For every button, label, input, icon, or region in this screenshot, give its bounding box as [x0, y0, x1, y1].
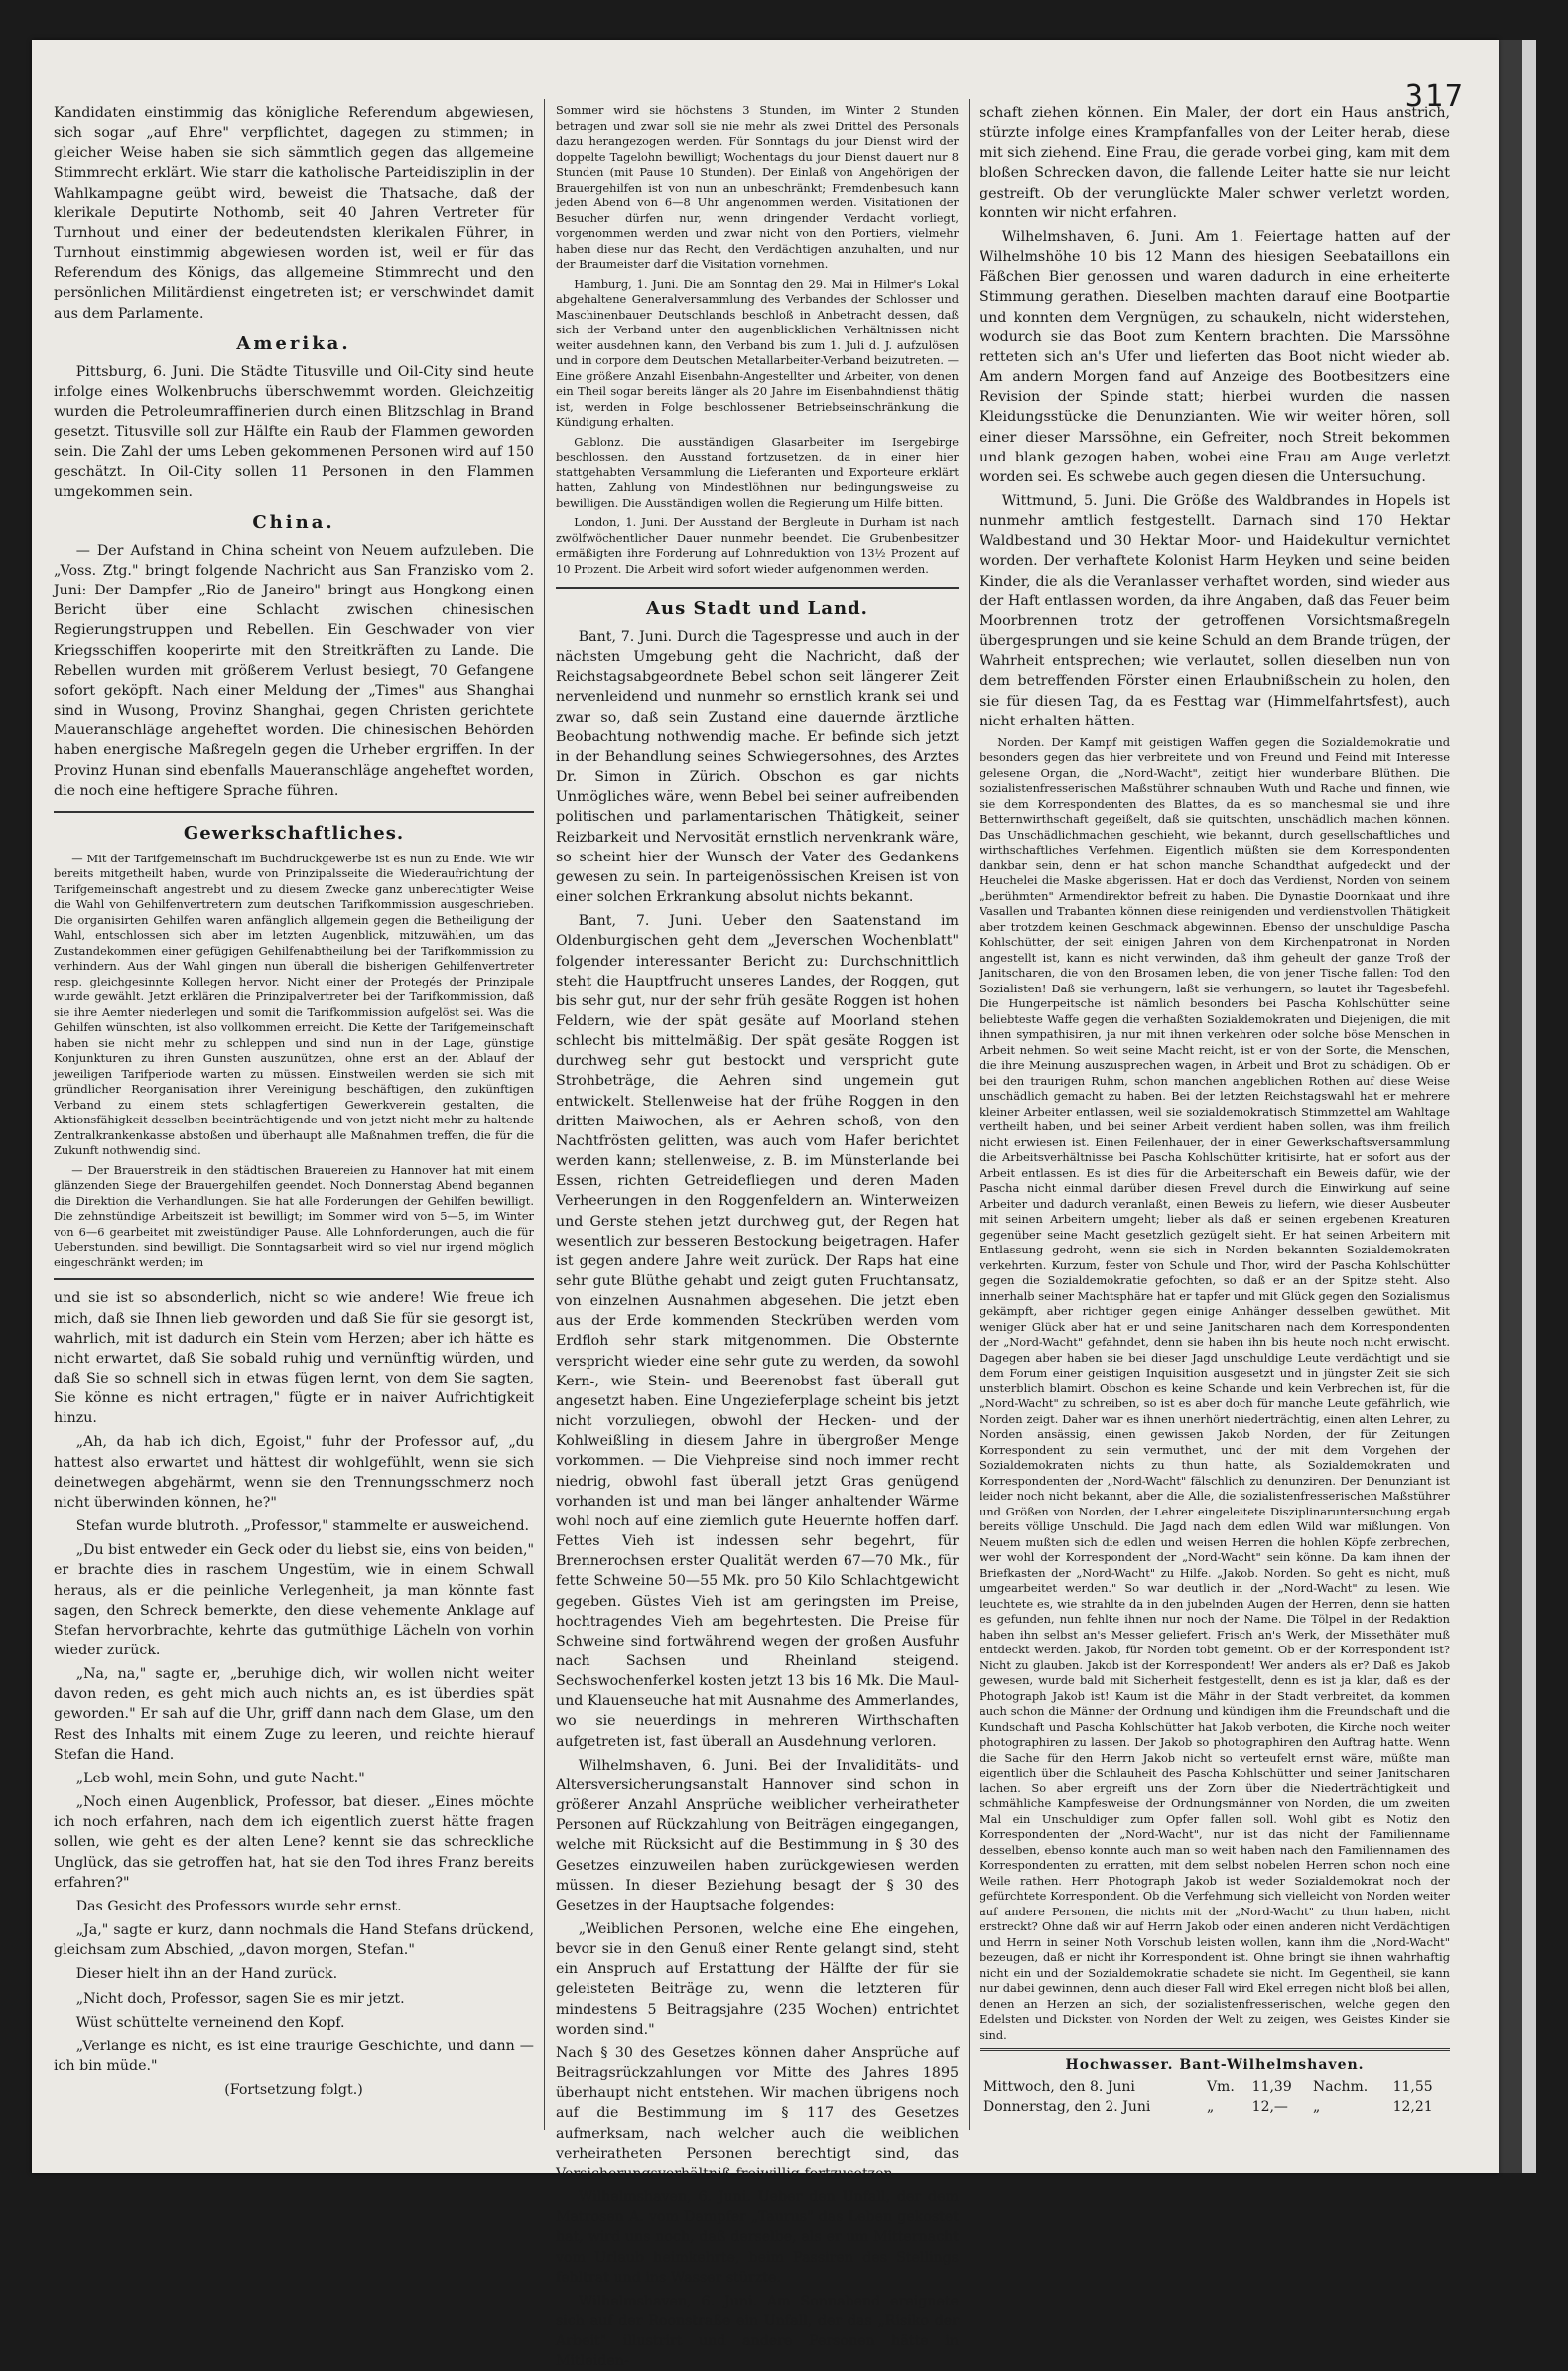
- column-divider-2: [969, 99, 970, 2130]
- novel-paragraph: „Na, na," sagte er, „beruhige dich, wir wollen nicht weiter davon reden, es geht mich auch nichts an, es ist überdies spät geworden." Er sah auf die Uhr, griff dann nach dem Glase, um den Rest des Inhalts mit einem Zuge zu leeren, und reichte hierauf Stefan die Hand.: [54, 1666, 534, 1763]
- novel-paragraph: Wüst schüttelte verneinend den Kopf.: [75, 2014, 345, 2031]
- page-shadow-edge: [1499, 40, 1522, 2173]
- novel-paragraph: „Noch einen Augenblick, Professor, bat dieser. „Eines möchte ich noch erfahren, nach dem ich eigentlich zuerst hätte fragen sollen, wie geht es der alten Lene? kennt sie das schreckliche Unglück, das sie getroffen hat, hat sie den Tod ihres Franz bereits erfahren?": [54, 1794, 534, 1891]
- paragraph-gesetz-erlaeuterung: Nach § 30 des Gesetzes können daher Ansprüche auf Beitragsrückzahlungen vor Mitte des Jahres 1895 überhaupt nicht entstehen. Wir machen übrigens noch auf die Bestimmung im § 117 des Gesetzes aufmerksam, nach welcher auch die weiblichen verheiratheten Personen berechtigt sind, das Versicherungsverhältniß freiwillig fortzusetzen.: [556, 2044, 959, 2181]
- novel-paragraph: Das Gesicht des Professors wurde sehr ernst.: [75, 1898, 402, 1914]
- novel-paragraph: „Nicht doch, Professor, sagen Sie es mir jetzt.: [75, 1990, 405, 2007]
- page-number: 317: [1404, 79, 1465, 114]
- paragraph-bant-bebel: Bant, 7. Juni. Durch die Tagespresse und auch in der nächsten Umgebung geht die Nachricht, daß der Reichstagsabgeordnete Bebel schon seit längerer Zeit nervenleidend und nunmehr so ernstlich krank sei und zwar so, daß sein Zustand eine dauernde ärztliche Beobachtung nothwendig mache. Er befinde sich jetzt in der Behandlung seines Schwiegersohnes, des Arztes Dr. Simon in Zürich. Obschon es gar nichts Unmögliches wäre, wenn Bebel bei seiner aufreibenden politischen und parlamentarischen Thätigkeit, seiner Reizbarkeit und Nervosität ernstlich nervenkrank wäre, so scheint hier der Wunsch der Vater des Gedankens gewesen zu sein. In parteigenössischen Kreisen ist von einer solchen Erkrankung absolut nichts bekannt.: [556, 629, 959, 906]
- paragraph-hamburg: Hamburg, 1. Juni. Die am Sonntag den 29. Mai in Hilmer's Lokal abgehaltene Generalversammlung des Verbandes der Schlosser und Maschinenbauer Deutschlands beschloß in Anbetracht dessen, daß sich der Verband unter den augenblicklichen Verhältnissen nicht weiter ausdehnen kann, den Verband bis zum 1. Juli d. J. aufzulösen und in corpore dem Deutschen Metallarbeiter-Verband beizutreten. — Eine größere Anzahl Eisenbahn-Angestellter und Arbeiter, von denen ein Theil sogar bereits länger als 20 Jahre im Eisenbahndienst thätig ist, werden in Folge beschlossener Betriebseinschränkung die Kündigung erhalten.: [556, 276, 959, 429]
- table-row: [980, 2077, 1450, 2097]
- paragraph-wilhelmshaven-roonstrasse: Wilhelmshaven, 6. Juni. Am Sonnabend ereignete sich auf der Roonstraße ein Unfall, der das „Risiko der Arbeit" illustrirt und andere Personen hätte in Mitleiden-: [556, 2293, 959, 2370]
- novel-paragraph: „Ja," sagte er kurz, dann nochmals die Hand Stefans drückend, gleichsam zum Abschied, „davon morgen, Stefan.": [54, 1922, 534, 1959]
- gewerkschaft-section: [54, 852, 534, 1271]
- paragraph-brauer-cont: Sommer wird sie höchstens 3 Stunden, im Winter 2 Stunden betragen und zwar soll sie nie mehr als zwei Drittel des Personals dazu herangezogen werden. Für Sonntags du jour Dienst wird der doppelte Tagelohn bewilligt; Wochentags du jour Dienst dauert nur 8 Stunden (mit Pause 10 Stunden). Der Einlaß von Angehörigen der Brauergehilfen ist von nun an unbeschränkt; Fremdenbesuch kann jeden Abend von 6—8 Uhr angenommen werden. Visitationen der Besucher dürfen nur, wenn dringender Verdacht vorliegt, vorgenommen werden und zwar nicht von den Portiers, vielmehr haben diese nur das Recht, den Verdächtigen anzuhalten, und nur der Braumeister darf die Visitation vornehmen.: [556, 103, 959, 271]
- feuilleton-rule: [54, 1278, 534, 1280]
- heading-china: China.: [252, 511, 335, 533]
- tide-day: Mittwoch, den 8. Juni: [983, 2079, 1135, 2096]
- novel-paragraph: Dieser hielt ihn an der Hand zurück.: [75, 1966, 338, 1983]
- heading-aus-stadt-und-land: Aus Stadt und Land.: [556, 587, 959, 619]
- column-3: [980, 103, 1450, 2130]
- novel-paragraph: und sie ist so absonderlich, nicht so wie andere! Wie freue ich mich, daß sie Ihnen lieb geworden und daß Sie für sie gesorgt ist, wahrlich, mit ist dadurch ein Stein vom Herzen; aber ich hätte es nicht erwartet, daß Sie sobald ruhig und vernünftig würden, und daß Sie so schnell sich in etwas fügen lernt, von dem Sie sagten, Sie könne es nicht ertragen," fügte er in naiver Aufrichtigkeit hinzu.: [54, 1290, 534, 1427]
- newspaper-page: [32, 40, 1499, 2370]
- novel-paragraph: Stefan wurde blutroth. „Professor," stammelte er ausweichend.: [75, 1518, 530, 1535]
- novel-paragraph: „Du bist entweder ein Geck oder du liebst sie, eins von beiden," er brachte dies in raschem Ungestüm, wie in einem Schwall heraus, als er die peinliche Verlegenheit, ja man könnte fast sagen, den Schreck bemerkte, den diese vehemente Anklage auf Stefan hervorbrachte, kehrte das gutmüthige Lächeln von vorhin wieder zurück.: [54, 1542, 534, 1658]
- paragraph-wilhelmshaven-unfall: Wilhelmshaven, 6. Juni. Ueber den Unfall, der dem Matrosen A. vom Dampfer „Taurus" das Leben gekostet hat, wird uns noch, daß derselbe, als er um Mitternacht vom Urlaub heimkehrte, beim Passiren des Stellings fehltrat und ins Wasser stürzte.: [556, 2189, 959, 2286]
- column-2: [556, 103, 959, 2370]
- novel-paragraph: „Ah, da hab ich dich, Egoist," fuhr der Professor auf, „du hattest also erwartet und hättest dir wohlgefühlt, wenn sie sich deinetwegen abgehärmt, wenn sie den Trennungsschmerz noch nicht überwinden können, he?": [54, 1434, 534, 1511]
- norden-section: [980, 735, 1450, 2043]
- tide-vm-value: 11,39: [1251, 2079, 1292, 2096]
- paragraph-norden: Norden. Der Kampf mit geistigen Waffen gegen die Sozialdemokratie und besonders gegen das hier verbreitete und von Freund und Feind mit Interesse gelesene Organ, die „Nord-Wacht", zeitigt hier wunderbare Blüthen. Die sozialistenfresserischen Maßstührer schnauben Wuth und Rache und finnen, wie sie dem Korrespondenten des Blattes, da es so manchesmal sie und ihre Betternwirthschaft gegeißelt, daß sie quitschten, unschädlich machen können. Das Unschädlichmachen geschieht, wie bekannt, durch gesellschaftliches und wirthschaftliches Verfehmen. Eigentlich müßten sie dem Korrespondenten dankbar sein, denn er hat schon manche Schandthat aufgedeckt und der Heuchelei die Maske abgerissen. Hat er doch das Verdienst, Norden von seinem „berühmten" Armendirektor befreit zu haben. Die Dynastie Doornkaat und ihre Vasallen und Trabanten können diese reinigenden und verdienstvollen Thätigkeit aber trotzdem keinen Geschmack abgewinnen. Ebenso der unschuldige Pascha Kohlschütter, der seit einigen Jahren von dem Kirchenpatronat in Norden angestellt ist, kann es nicht verwinden, daß ihm geheult der ganze Troß der Janitscharen, die von den Brosamen leben, die von jener Tische fallen: Tod den Sozialisten! Daß sie verhungern, laßt sie verhungern, so lautet ihr Tagesbefehl. Die Hungerpeitsche ist nämlich besonders bei Pascha Kohlschütter seine beliebteste Waffe gegen die verhaßten Sozialdemokraten und Diejenigen, die mit ihnen sympathisiren, ja nur mit ihnen verkehren oder solche böse Menschen in Arbeit nehmen. So weit seine Macht reicht, ist er von der Sorte, die Menschen, die ihre Meinung auszusprechen wagen, in Arbeit und Brot zu schädigen. Ob er bei den traurigen Ruhm, schon manchen angeblichen Rothen auf diese Weise unschädlich gemacht zu haben. Bei der letzten Reichstagswahl hat er mehrere kleiner Arbeiter entlassen, weil sie sozialdemokratisch Stimmzettel am Wahltage vertheilt haben, und bei seiner Arbeit verdient haben sollen, was ihm freilich nicht erwiesen ist. Einen Feilenhauer, der in einer Gewerkschaftsversammlung die Arbeitsverhältnisse bei Pascha Kohlschütter kritisirte, hat er sofort aus der Arbeit entlassen. Es ist dies für die Arbeiterschaft ein Beweis dafür, wie der Pascha nicht einmal darüber diesen Frevel durch die Einwirkung auf seine Arbeiter und dadurch veranlaßt, einen Beweis zu liefern, wie dieser Ausbeuter mit seinen Arbeitern umgeht; lieber als daß er seinen ergebenen Kreaturen gegenüber seine Macht gesetzlich gezügelt sieht. Er hat seinen Arbeitern mit Entlassung gedroht, wenn sie sich in Norden bekannten Sozialdemokraten verkehrten. Kurzum, fester von Schule und Thor, wird der Pascha Kohlschütter gegen die Sozialdemokratie gefochten, so daß er an der Spitze steht. Also innerhalb seiner Machtsphäre hat er tapfer und mit Glück gegen den Sozialismus gekämpft, aber richtiger gegen einige Anhänger desselben gewüthet. Mit weniger Glück aber hat er und seine Janitscharen nach dem Korrespondenten der „Nord-Wacht" gefahndet, denn sie haben ihn bis heute noch nicht erwischt. Dagegen aber haben sie bei dieser Jagd unschuldige Leute verdächtigt und sie dem Forum einer geistigen Inquisition ausgesetzt und in jüngster Zeit sie sich unsterblich blamirt. Obschon es keine Schande und kein Verbrechen ist, für die „Nord-Wacht" zu schreiben, so ist es aber doch für manche Leute gefährlich, wie Norden zeigt. Daher war es ihnen unerhört niederträchtig, einen alten Lehrer, zu Norden ansässig, einen gewissen Jakob Norden, der für Zeitungen Korrespondent zu sein vermuthet, und der mit dem Vorgehen der Sozialdemokraten nichts zu thun hatte, als Sozialdemokraten und Korrespondenten der „Nord-Wacht" fälschlich zu denunziren. Der Denunziant ist leider noch nicht bekannt, aber die Alle, die sozialistenfresserischen Maßstührer und Größen von Norden, der Lehrer eingeleitete Disziplinaruntersuchung ergab bereits völlige Unschuld. Die Jagd nach dem edlen Wild war mißlungen. Von Neuem mußten sich die edlen und weisen Herren die hohlen Köpfe zerbrechen, wer wohl der Korrespondent der „Nord-Wacht" sein könne. Da kam ihnen der Briefkasten der „Nord-Wacht" zu Hilfe. „Jakob. Norden. So geht es nicht, muß umgearbeitet werden." So war deutlich in der „Nord-Wacht" zu lesen. Wie leuchtete es, wie strahlte da in den jubelnden Augen der Herren, denn sie hatten es gefunden, nun fehlte ihnen nur noch der Name. Die Tölpel in der Redaktion haben ihn selbst an's Messer geliefert. Frisch an's Werk, der Missethäter muß entdeckt werden. Jakob, für Norden tobt gemeint. Ob er der Korrespondent ist? Nicht zu glauben. Jakob ist der Korrespondent! Wer anders als er? Daß es Jakob gewesen, wurde bald mit Sicherheit festgestellt, denn es ist ja klar, daß es der Photograph Jakob ist! Kaum ist die Mähr in der Stadt verbreitet, da kommen auch schon die Männer der Ordnung und kündigen ihm die Freundschaft und die Kundschaft und Pascha Kohlschütter hat Jakob verboten, die Kirche noch weiter photographiren zu lassen. Der Jakob so photographiren den Auftrag hatte. Wenn die Sache für den Herrn Jakob nicht so verteufelt ernst wäre, müßte man eigentlich über die Schlauheit des Pascha Kohlschütter und seiner Janitscharen lachen. So aber ergreift uns der Zorn über die Niederträchtigkeit und schmähliche Kampfesweise der Ordnungsmänner von Norden, die um zweiten Mal ein Unschuldiger zum Opfer fallen soll. Wohl gibt es Notiz den Korrespondenten der „Nord-Wacht", nur ist das nicht der Familienname desselben, ebenso konnte auch man so weit haben nach den Familiennamen des Korrespondenten zu erratten, mit dem selbst nobelen Herren schon noch eine Weile rathen. Herr Photograph Jakob ist weder Sozialdemokrat noch der gefürchtete Korrespondent. Ob die Verfehmung sich vielleicht von Norden weiter auf andere Personen, die nichts mit der „Nord-Wacht" zu thun haben, nicht erstreckt? Ohne daß wir auf Herrn Jakob oder einen anderen nicht Verdächtigen und Herrn in seiner Noth Vorschub leisten wollen, kann ihm die „Nord-Wacht" bezeugen, daß er nicht ihr Korrespondent ist. Ohne bringt sie ihnen wahrhaftig nicht ein und der Sozialdemokratie schadete sie nicht. Im Gegentheil, sie kann nur dabei gewinnen, denn auch dieser Fall wird Ekel erregen nicht bloß bei allen, denen an Herzen an sich, der sozialistenfresserischen, welche gegen den Edelsten und Dicksten von Norden der Welt zu zeigen, wes Geistes Kinder sie sind.: [980, 734, 1450, 2042]
- tide-nm-label: „: [1313, 2099, 1321, 2116]
- paragraph-china: — Der Aufstand in China scheint von Neuem aufzuleben. Die „Voss. Ztg." bringt folgende Nachricht aus San Franzisko vom 2. Juni: Der Dampfer „Rio de Janeiro" bringt aus Hongkong einen Bericht über eine Schlacht zwischen chinesischen Regierungstruppen und Rebellen. Ein Geschwader von vier Kriegsschiffen kooperirte mit den Streitkräften zu Lande. Die Rebellen wurden mit größerem Verlust besiegt, 70 Gefangene sofort geköpft. Nach einer Meldung der „Times" aus Shanghai sind in Wusong, Provinz Shanghai, gegen Christen gerichtete Maueranschläge angeheftet worden. Die chinesischen Behörden haben energische Maßregeln gegen die Urheber ergriffen. In der Provinz Hunan sind ebenfalls Maueranschläge angeheftet worden, die noch eine heftigere Sprache führen.: [54, 542, 534, 799]
- column-divider-1: [544, 99, 545, 2130]
- tide-vm-label: „: [1206, 2099, 1215, 2116]
- paragraph-maler-unfall: schaft ziehen können. Ein Maler, der dort ein Haus anstrich, stürzte infolge eines Krampfanfalles von der Leiter herab, diese mit sich ziehend. Eine Frau, die gerade vorbei ging, kam mit dem bloßen Schrecken davon, die fallende Leiter hatte sie nur leicht gestreift. Ob der verunglückte Maler schwer verletzt worden, konnten wir nicht erfahren.: [980, 105, 1450, 221]
- paragraph-wittmund: Wittmund, 5. Juni. Die Größe des Waldbrandes in Hopels ist nunmehr amtlich festgestellt. Darnach sind 170 Hektar Waldbestand und 30 Hektar Moor- und Haidekultur vernichtet worden. Der verhaftete Kolonist Harm Heyken und seine beiden Kinder, die als die Veranlasser verhaftet worden, sind wieder aus der Haft entlassen worden, da ihre Angaben, daß das Feuer beim Moorbrennen trotz der getroffenen Vorsichtsmaßregeln übergesprungen und sie keine Schuld an dem Brande trügen, der Wahrheit entsprechen; wie verlautet, sollen dieselben nun von dem betreffenden Förster einen Erlaubnißschein zu holen, den sie für diesen Tag, da es Festtag war (Himmelfahrtsfest), auch nicht erhalten hätten.: [980, 492, 1450, 729]
- paragraph-tarifgemeinschaft: — Mit der Tarifgemeinschaft im Buchdruckgewerbe ist es nun zu Ende. Wie wir bereits mitgetheilt haben, wurde von Prinzipalsseite die Wiederaufrichtung der Tarifgemeinschaft angestrebt und zu diesem Zwecke ganz unberechtigter Weise die Wahl von Gehilfenvertretern zum deutschen Tarifkommission ausgeschrieben. Die organisirten Gehilfen waren anfänglich allgemein gegen die Betheiligung der Wahl, entschlossen sich aber im letzten Augenblick, mitzuwählen, um das Zustandekommen einer gefügigen Gehilfenabtheilung bei der Tarifkommission zu verhindern. Aus der Wahl gingen nun überall die bisherigen Gehilfenvertreter resp. gleichgesinnte Kollegen hervor. Nicht einer der Protegés der Prinzipale wurde gewählt. Jetzt erklären die Prinzipalvertreter bei der Tarifkommission, daß sie ihre Aemter niederlegen und somit die Tarifkommission aufgelöst sei. Was die Gehilfen wünschten, ist also vollkommen erreicht. Die Kette der Tarifgemeinschaft haben sie nicht mehr zu schleppen und sind nun in der Lage, günstige Konjunkturen zu ihren Gunsten auszunützen, ohne erst an den Ablauf der jeweiligen Tarifperiode warten zu müssen. Einstweilen werden sie sich mit gründlicher Reorganisation ihrer Vereinigung beschäftigen, den zukünftigen Verband zu einem stets schlagfertigen Gewerkverein gestalten, die Aktionsfähigkeit desselben beeinträchtigende und von jetzt nicht mehr zu haltende Zentralkrankenkasse abstoßen und überhaupt alle Maßnahmen treffen, die für die Zukunft nothwendig sind.: [54, 851, 534, 1158]
- tide-nm-value: 11,55: [1392, 2079, 1433, 2096]
- paragraph-wilhelmshaven-seebataillon: Wilhelmshaven, 6. Juni. Am 1. Feiertage hatten auf der Wilhelmshöhe 10 bis 12 Mann des hiesigen Seebataillons ein Fäßchen Bier genossen und waren dadurch in eine erheiterte Stimmung gerathen. Dieselben machten darauf eine Bootpartie und konnten dem Vergnügen, zu schaukeln, nicht widerstehen, wodurch sie das Boot zum Kentern brachten. Die Marssöhne retteten sich an's Ufer und lieferten das Boot nicht wieder ab. Am andern Morgen fand auf Anzeige des Bootbesitzers eine Revision der Spinde statt; hierbei wurden die nassen Kleidungsstücke die Denunzianten. Wie wir weiter hören, soll einer dieser Marssöhne, ein Gefreiter, noch Streit bekommen und blank gezogen haben, wobei eine Frau am Auge verletzt worden sei. Es schwebe auch gegen diesen die Untersuchung.: [980, 228, 1450, 485]
- novel-paragraph: „Leb wohl, mein Sohn, und gute Nacht.": [75, 1770, 365, 1786]
- tide-vm-label: Vm.: [1206, 2079, 1235, 2096]
- tide-day: Donnerstag, den 2. Juni: [983, 2099, 1151, 2116]
- tide-vm-value: 12,—: [1251, 2099, 1288, 2116]
- heading-amerika: Amerika.: [236, 332, 351, 354]
- table-row: [980, 2097, 1450, 2117]
- paragraph-pittsburg: Pittsburg, 6. Juni. Die Städte Titusville und Oil-City sind heute infolge eines Wolkenbruchs überschwemmt worden. Gleichzeitig wurden die Petroleumraffinerien durch einen Blitzschlag in Brand gesetzt. Titusville soll zur Hälfte ein Raub der Flammen geworden sein. Die Zahl der ums Leben gekommenen Personen wird auf 150 geschätzt. In Oil-City sollen 11 Personen in den Flammen umgekommen sein.: [54, 363, 534, 500]
- paragraph-wilhelmshaven-invaliditaet: Wilhelmshaven, 6. Juni. Bei der Invaliditäts- und Altersversicherungsanstalt Hannover sind schon in größerer Anzahl Ansprüche weiblicher verheiratheter Personen auf Rückzahlung von Beiträgen eingegangen, welche mit Rücksicht auf die Bestimmung in § 30 des Gesetzes einzuweilen haben zurückgewiesen werden müssen. In dieser Beziehung besagt der § 30 des Gesetzes in der Hauptsache folgendes:: [556, 1757, 959, 1913]
- tide-table: [980, 2077, 1450, 2117]
- continuation-note: (Fortsetzung folgt.): [224, 2082, 363, 2099]
- paragraph-bant-saatenstand: Bant, 7. Juni. Ueber den Saatenstand im Oldenburgischen geht dem „Jeverschen Wochenblatt" folgender interessanter Bericht zu: Durchschnittlich steht die Hauptfrucht unseres Landes, der Roggen, gut bis sehr gut, nur der sehr früh gesäte Roggen ist hohen Feldern, wie der spät gesäte auf Moorland stehen schlecht bis mittelmäßig. Der spät gesäte Roggen ist durchweg sehr gut bestockt und verspricht gute Strohbeträge, die Aehren sind ungemein gut entwickelt. Stellenweise hat der frühe Roggen in den dritten Maiwochen, als er Aehren schoß, von den Nachtfrösten gelitten, was auch vom Hafer berichtet werden kann; stellenweise, z. B. im Münsterlande bei Essen, richten Getreidefliegen und deren Maden Verheerungen in den Roggenfeldern an. Winterweizen und Gerste stehen jetzt durchweg gut, der Regen hat wesentlich zur besseren Bestockung beigetragen. Hafer ist gegen andere Jahre weit zurück. Der Raps hat eine sehr gute Blüthe gehabt und zeigt guten Fruchtansatz, von einzelnen Ausnahmen abgesehen. Die jetzt eben aus der Erde kommenden Steckrüben werden vom Erdfloh sehr stark mitgenommen. Die Obsternte verspricht wieder eine sehr gute zu werden, da sowohl Kern-, wie Stein- und Beerenobst fast überall gut angesetzt haben. Eine Ungezieferplage scheint bis jetzt nicht vorzuliegen, obwohl der Hecken- und der Kohlweißling in diesem Jahre in übergroßer Menge vorkommen. — Die Viehpreise sind noch immer recht niedrig, obwohl fast überall jetzt Gras genügend vorhanden ist und man bei länger anhaltender Wärme wohl noch auf eine ziemlich gute Heuernte hoffen darf. Fettes Vieh ist indessen sehr begehrt, für Brennerochsen erster Qualität werden 67—70 Mk., für fette Schweine 50—55 Mk. pro 50 Kilo Schlachtgewicht gegeben. Güstes Vieh ist am geringsten im Preise, hochtragendes Vieh am begehrtesten. Die Preise für Schweine sind fortwährend wegen der großen Ausfuhr nach Sachsen und Rheinland steigend. Sechswochenferkel kosten jetzt 13 bis 16 Mk. Die Maul- und Klauenseuche hat mit Ausnahme des Ammerlandes, wo sie neuerdings in mehreren Wirthschaften aufgetreten ist, fast überall an Ausdehnung verloren.: [556, 913, 959, 1750]
- tide-nm-label: Nachm.: [1313, 2079, 1369, 2096]
- paragraph-brauerstreik: — Der Brauerstreik in den städtischen Brauereien zu Hannover hat mit einem glänzenden Siege der Brauergehilfen geendet. Noch Donnerstag Abend begannen die Direktion die Verhandlungen. Sie hat alle Forderungen der Gehilfen bewilligt. Die zehnstündige Arbeitszeit ist bewilligt; im Sommer wird von 5—5, im Winter von 6—6 gearbeitet mit zweistündiger Pause. Alle Lohnforderungen, auch die für Ueberstunden, sind bewilligt. Die Sonntagsarbeit wird so viel nur irgend möglich eingeschränkt werden; im: [54, 1162, 534, 1269]
- labour-news-section: [556, 103, 959, 577]
- feuilleton-novel: [54, 1288, 534, 2100]
- page-edge: [1522, 40, 1536, 2173]
- paragraph-gablonz: Gablonz. Die ausständigen Glasarbeiter im Isergebirge beschlossen, den Ausstand fortzusetzen, da in einer hier stattgehabten Versammlung die Lieferanten und Exporteure erklärt hatten, Zahlung von Mindestlöhnen nur bedingungsweise zu bewilligen. Die Ausständigen wollen die Regierung um Hilfe bitten.: [556, 434, 959, 510]
- paragraph-referendum: Kandidaten einstimmig das königliche Referendum abgewiesen, sich sogar „auf Ehre" verpflichtet, dagegen zu stimmen; in gleicher Weise haben sie sich sämmtlich gegen das allgemeine Stimmrecht erklärt. Wie starr die katholische Parteidisziplin in der Wahlkampagne geübt wird, beweist die Thatsache, daß der klerikale Deputirte Nothomb, seit 40 Jahren Vertreter für Turnhout und einer der bedeutendsten klerikalen Führer, in Turnhout einstimmig abgewiesen worden ist, weil er für das Referendum des Königs, das allgemeine Stimmrecht und den persönlichen Militärdienst eingetreten ist; er verschwindet damit aus dem Parlamente.: [54, 105, 534, 322]
- paragraph-london: London, 1. Juni. Der Ausstand der Bergleute in Durham ist nach zwölfwöchentlicher Dauer nunmehr beendet. Die Grubenbesitzer ermäßigten ihre Forderung auf Lohnreduktion von 13½ Prozent auf 10 Prozent. Die Arbeit wird sofort wieder aufgenommen werden.: [556, 515, 959, 576]
- paragraph-gesetz-zitat: „Weiblichen Personen, welche eine Ehe eingehen, bevor sie in den Genuß einer Rente gelangt sind, steht ein Anspruch auf Erstattung der Hälfte der für sie geleisteten Beiträge zu, wenn die letzteren für mindestens 5 Beitragsjahre (235 Wochen) entrichtet worden sind.": [556, 1921, 959, 2038]
- tide-nm-value: 12,21: [1392, 2099, 1433, 2116]
- novel-paragraph: „Verlange es nicht, es ist eine traurige Geschichte, und dann — ich bin müde.": [54, 2038, 534, 2074]
- tide-table-title: Hochwasser. Bant-Wilhelmshaven.: [980, 2048, 1450, 2073]
- column-1: [54, 103, 534, 2130]
- heading-gewerkschaftliches: Gewerkschaftliches.: [54, 811, 534, 844]
